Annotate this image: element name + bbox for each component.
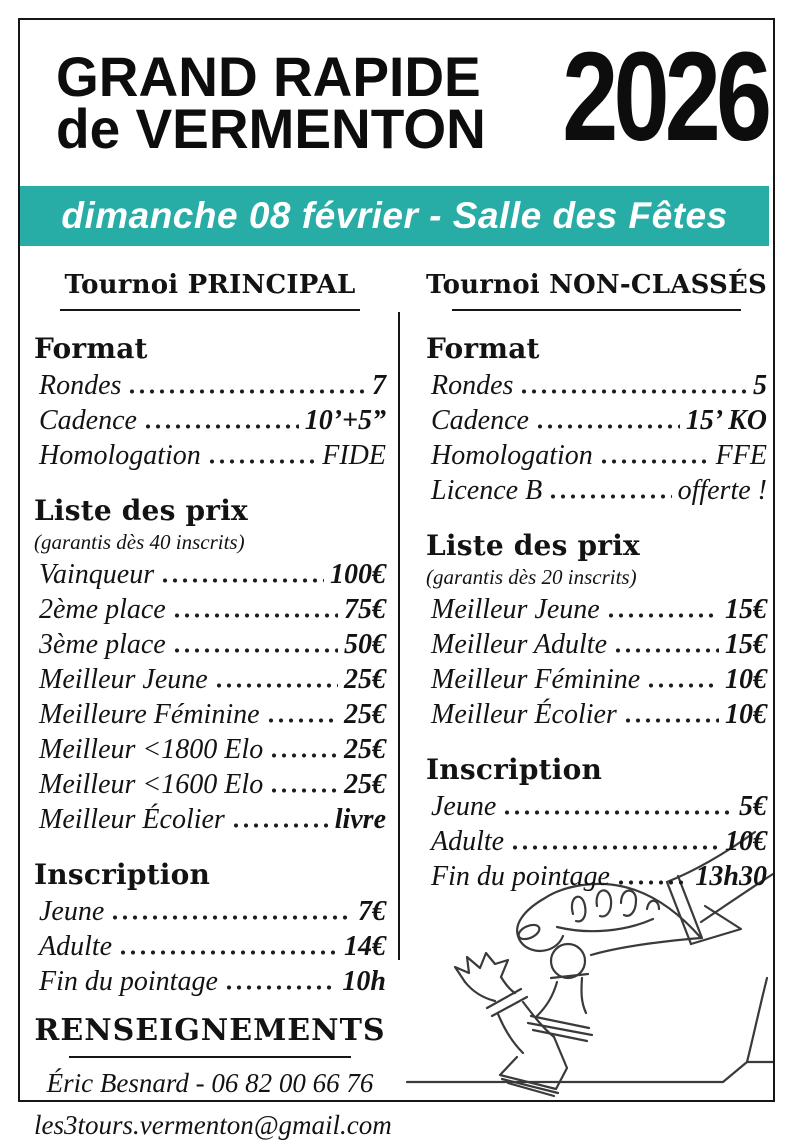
section-title: Format — [34, 332, 148, 365]
tournament-columns — [20, 246, 773, 1142]
dotted-leader — [616, 880, 690, 885]
prize-guarantee-note: (garantis dès 40 inscrits) — [34, 530, 245, 554]
column-tournoi-principal — [34, 266, 392, 1142]
item-value: 14€ — [344, 931, 386, 962]
dotted-leader — [231, 823, 329, 828]
list-item — [34, 929, 386, 964]
item-value: 10€ — [724, 664, 767, 695]
list-item — [34, 438, 386, 473]
item-label: Adulte — [431, 826, 505, 857]
list-item — [426, 789, 767, 824]
dotted-leader — [502, 810, 733, 815]
item-label: Meilleur Écolier — [431, 699, 617, 730]
list-item — [34, 802, 386, 837]
year-label: 2026 — [561, 26, 767, 167]
item-label: Meilleur <1800 Elo — [39, 734, 264, 765]
dotted-leader — [606, 613, 719, 618]
event-date-banner: dimanche 08 février - Salle des Fêtes — [20, 186, 769, 246]
item-value: FFE — [715, 440, 767, 471]
item-value: 10h — [342, 966, 386, 997]
item-value: 25€ — [344, 664, 386, 695]
dotted-leader — [646, 683, 719, 688]
renseignements-block — [34, 1013, 392, 1142]
section-title: Inscription — [34, 858, 211, 891]
item-value: 10€ — [724, 826, 767, 857]
list-item — [426, 368, 767, 403]
list-item — [426, 592, 767, 627]
title-line-1: GRAND RAPIDE — [56, 44, 481, 109]
item-label: Meilleur Écolier — [39, 804, 225, 835]
column-tournoi-non-classes — [426, 266, 767, 1142]
dotted-leader — [510, 845, 719, 850]
section-prix-principal — [34, 494, 386, 837]
column-heading-principal: Tournoi PRINCIPAL — [34, 270, 386, 311]
dotted-leader — [172, 613, 338, 618]
item-label: Rondes — [39, 370, 122, 401]
item-label: 2ème place — [39, 594, 166, 625]
list-item — [34, 697, 386, 732]
item-value: 15’ KO — [685, 405, 767, 436]
item-value: FIDE — [322, 440, 386, 471]
section-title: Liste des prix — [34, 494, 248, 527]
item-label: 3ème place — [39, 629, 166, 660]
dotted-leader — [269, 753, 338, 758]
item-label: Meilleur <1600 Elo — [39, 769, 264, 800]
item-value: 15€ — [724, 594, 767, 625]
list-item — [426, 438, 767, 473]
item-value: 25€ — [344, 699, 386, 730]
list-item — [426, 697, 767, 732]
contact-email: les3tours.vermenton@gmail.com — [34, 1110, 392, 1140]
section-format-non-classes — [426, 332, 767, 508]
dotted-leader — [266, 718, 338, 723]
section-title: Inscription — [426, 753, 603, 786]
dotted-leader — [269, 788, 338, 793]
dotted-leader — [548, 494, 671, 499]
list-item — [34, 403, 386, 438]
item-label: Fin du pointage — [431, 861, 610, 892]
list-item — [34, 894, 386, 929]
item-value: 100€ — [330, 559, 386, 590]
item-label: Meilleur Jeune — [431, 594, 600, 625]
dotted-leader — [599, 459, 710, 464]
dotted-leader — [224, 985, 337, 990]
dotted-leader — [127, 389, 366, 394]
list-item — [34, 732, 386, 767]
renseignements-heading: RENSEIGNEMENTS — [34, 1013, 386, 1058]
item-value: 5 — [752, 370, 767, 401]
dotted-leader — [160, 578, 324, 583]
section-format-principal — [34, 332, 386, 473]
dotted-leader — [110, 915, 352, 920]
item-label: Jeune — [431, 791, 497, 822]
item-label: Meilleur Féminine — [431, 664, 641, 695]
item-label: Cadence — [431, 405, 529, 436]
item-value: 50€ — [344, 629, 386, 660]
dotted-leader — [214, 683, 338, 688]
item-label: Cadence — [39, 405, 137, 436]
list-item — [426, 859, 767, 894]
list-item — [34, 662, 386, 697]
dotted-leader — [519, 389, 747, 394]
list-item — [426, 662, 767, 697]
item-label: Homologation — [431, 440, 593, 471]
item-label: Meilleur Adulte — [431, 629, 607, 660]
list-item — [426, 627, 767, 662]
item-label: Rondes — [431, 370, 514, 401]
item-label: Meilleur Jeune — [39, 664, 208, 695]
section-title: Liste des prix — [426, 529, 640, 562]
list-item — [34, 557, 386, 592]
dotted-leader — [613, 648, 719, 653]
contact-name-phone: Éric Besnard - 06 82 00 66 76 — [46, 1068, 374, 1098]
item-label: Meilleure Féminine — [39, 699, 260, 730]
list-item — [426, 473, 767, 508]
item-label: Homologation — [39, 440, 201, 471]
list-item — [34, 368, 386, 403]
list-item — [34, 627, 386, 662]
item-label: Jeune — [39, 896, 105, 927]
dotted-leader — [118, 950, 338, 955]
list-item — [34, 592, 386, 627]
item-value: 7€ — [358, 896, 386, 927]
poster-header — [20, 20, 773, 168]
item-value: 7 — [372, 370, 386, 401]
section-prix-non-classes — [426, 529, 767, 732]
item-value: 13h30 — [695, 861, 767, 892]
item-value: 25€ — [344, 769, 386, 800]
item-value: livre — [334, 804, 386, 835]
list-item — [34, 964, 386, 999]
item-value: 10’+5” — [304, 405, 386, 436]
section-inscription-principal — [34, 858, 386, 999]
dotted-leader — [143, 424, 299, 429]
item-value: 5€ — [738, 791, 767, 822]
item-label: Licence B — [431, 475, 543, 506]
column-heading-non-classes: Tournoi NON-CLASSÉS — [426, 270, 767, 311]
list-item — [34, 767, 386, 802]
dotted-leader — [207, 459, 316, 464]
item-value: 75€ — [344, 594, 386, 625]
dotted-leader — [623, 718, 719, 723]
section-inscription-non-classes — [426, 753, 767, 894]
item-value: 25€ — [344, 734, 386, 765]
dotted-leader — [172, 648, 338, 653]
item-label: Fin du pointage — [39, 966, 218, 997]
item-label: Adulte — [39, 931, 113, 962]
section-title: Format — [426, 332, 540, 365]
item-value: offerte ! — [677, 475, 767, 506]
list-item — [426, 824, 767, 859]
item-value: 10€ — [724, 699, 767, 730]
dotted-leader — [535, 424, 680, 429]
title-line-2: de VERMENTON — [56, 97, 486, 161]
poster-frame — [18, 18, 775, 1140]
item-value: 15€ — [724, 629, 767, 660]
prize-guarantee-note: (garantis dès 20 inscrits) — [426, 565, 637, 589]
item-label: Vainqueur — [39, 559, 155, 590]
list-item — [426, 403, 767, 438]
